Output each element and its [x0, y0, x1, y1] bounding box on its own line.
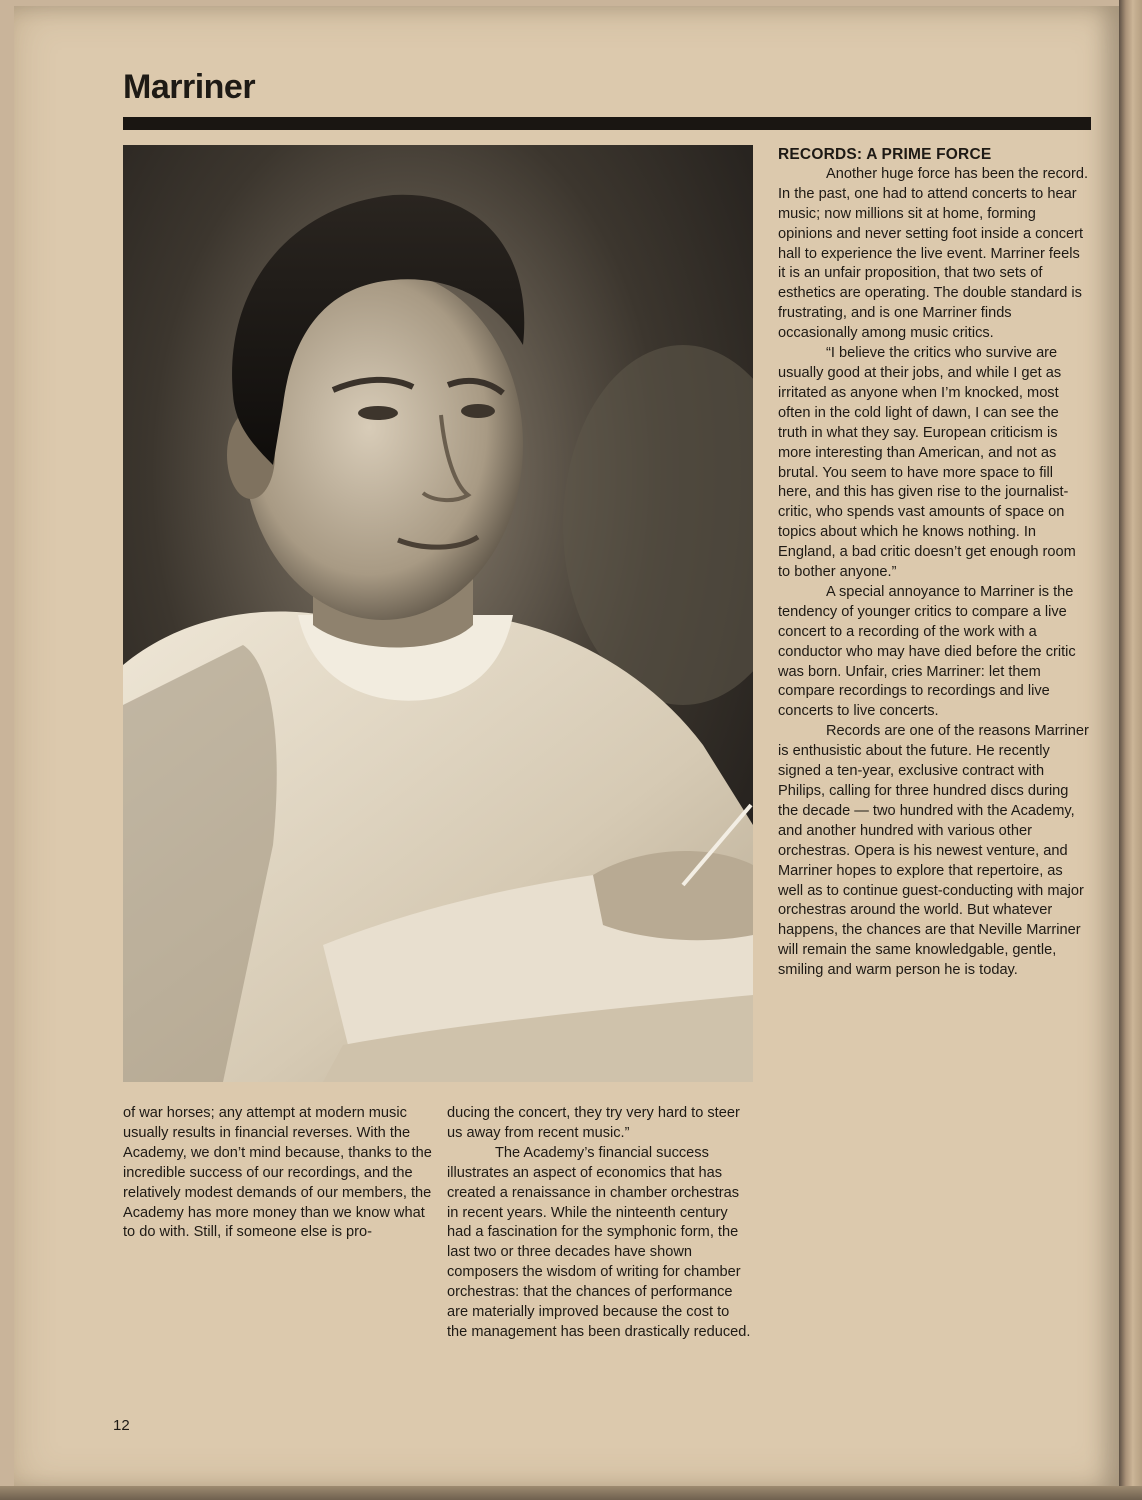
paragraph: The Academy’s financial success illustrates an aspect of economics that has created a renaissance in chamber orchestras in recent years. While the ninteenth century had a fascination for the symphonic form, the last two or three decades have shown composers the wisdom of writing for chamber orchestras: that the chances of performance are materially improved because the cost to the management has been drastically reduced. — [447, 1144, 751, 1340]
section-heading: RECORDS: A PRIME FORCE — [778, 146, 992, 163]
title-rule — [123, 117, 1091, 130]
portrait-photo — [123, 145, 753, 1082]
page-bottom-edge — [0, 1486, 1142, 1500]
portrait-photo-icon — [123, 145, 753, 1082]
paragraph: A special annoyance to Marriner is the tendency of younger critics to compare a live concert to a recording of the work with a conductor who may have died before the critic was born. Unfair, cries Marriner: let them compare recordings to recordings and live concerts to live concerts. — [778, 583, 1076, 720]
paragraph: ducing the concert, they try very hard to steer us away from recent music.” — [447, 1105, 740, 1141]
binding-spine — [1119, 0, 1142, 1500]
paragraph: Another huge force has been the record. In the past, one had to attend concerts to hear music; now millions sit at home, forming opinions and never setting foot inside a concert hall to experience the live event. Marriner feels it is an unfair proposition, that two sets of esthetics are operating. The double standard is frustrating, and is one Marriner finds occasionally among music critics. — [778, 165, 1089, 342]
right-column — [778, 145, 1090, 981]
bottom-middle-column — [447, 1104, 753, 1343]
paragraph: of war horses; any attempt at modern music usually results in financial reverses. With the Academy, we don’t mind because, thanks to the incredible success of our recordings, and the relatively modest demands of our members, the Academy has more money than we know what to do with. Still, if someone else is pro- — [123, 1105, 432, 1241]
page-number: 12 — [113, 1417, 130, 1434]
paragraph: “I believe the critics who survive are usually good at their jobs, and while I get as irritated as anyone when I’m knocked, most often in the cold light of dawn, I can see the truth in what they say. European criticism is more interesting than American, and not as brutal. You seem to have more space to fill here, and this has given rise to the journalist-critic, who spends vast amounts of space on topics about which he knows nothing. In England, a bad critic doesn’t get enough room to bother anyone.” — [778, 345, 1076, 581]
paragraph: Records are one of the reasons Marriner is enthusistic about the future. He recently signed a ten-year, exclusive contract with Philips, calling for three hundred discs during the decade — two hundred with the Academy, and another hundred with various other orchestras. Opera is his newest venture, and Marriner hopes to explore that repertoire, as well as to continue guest-conducting with major orchestras around the world. But whatever happens, the chances are that Neville Marriner will remain the same knowledgable, gentle, smiling and warm person he is today. — [778, 723, 1089, 979]
page-title: Marriner — [123, 68, 256, 106]
bottom-left-column — [123, 1104, 435, 1243]
